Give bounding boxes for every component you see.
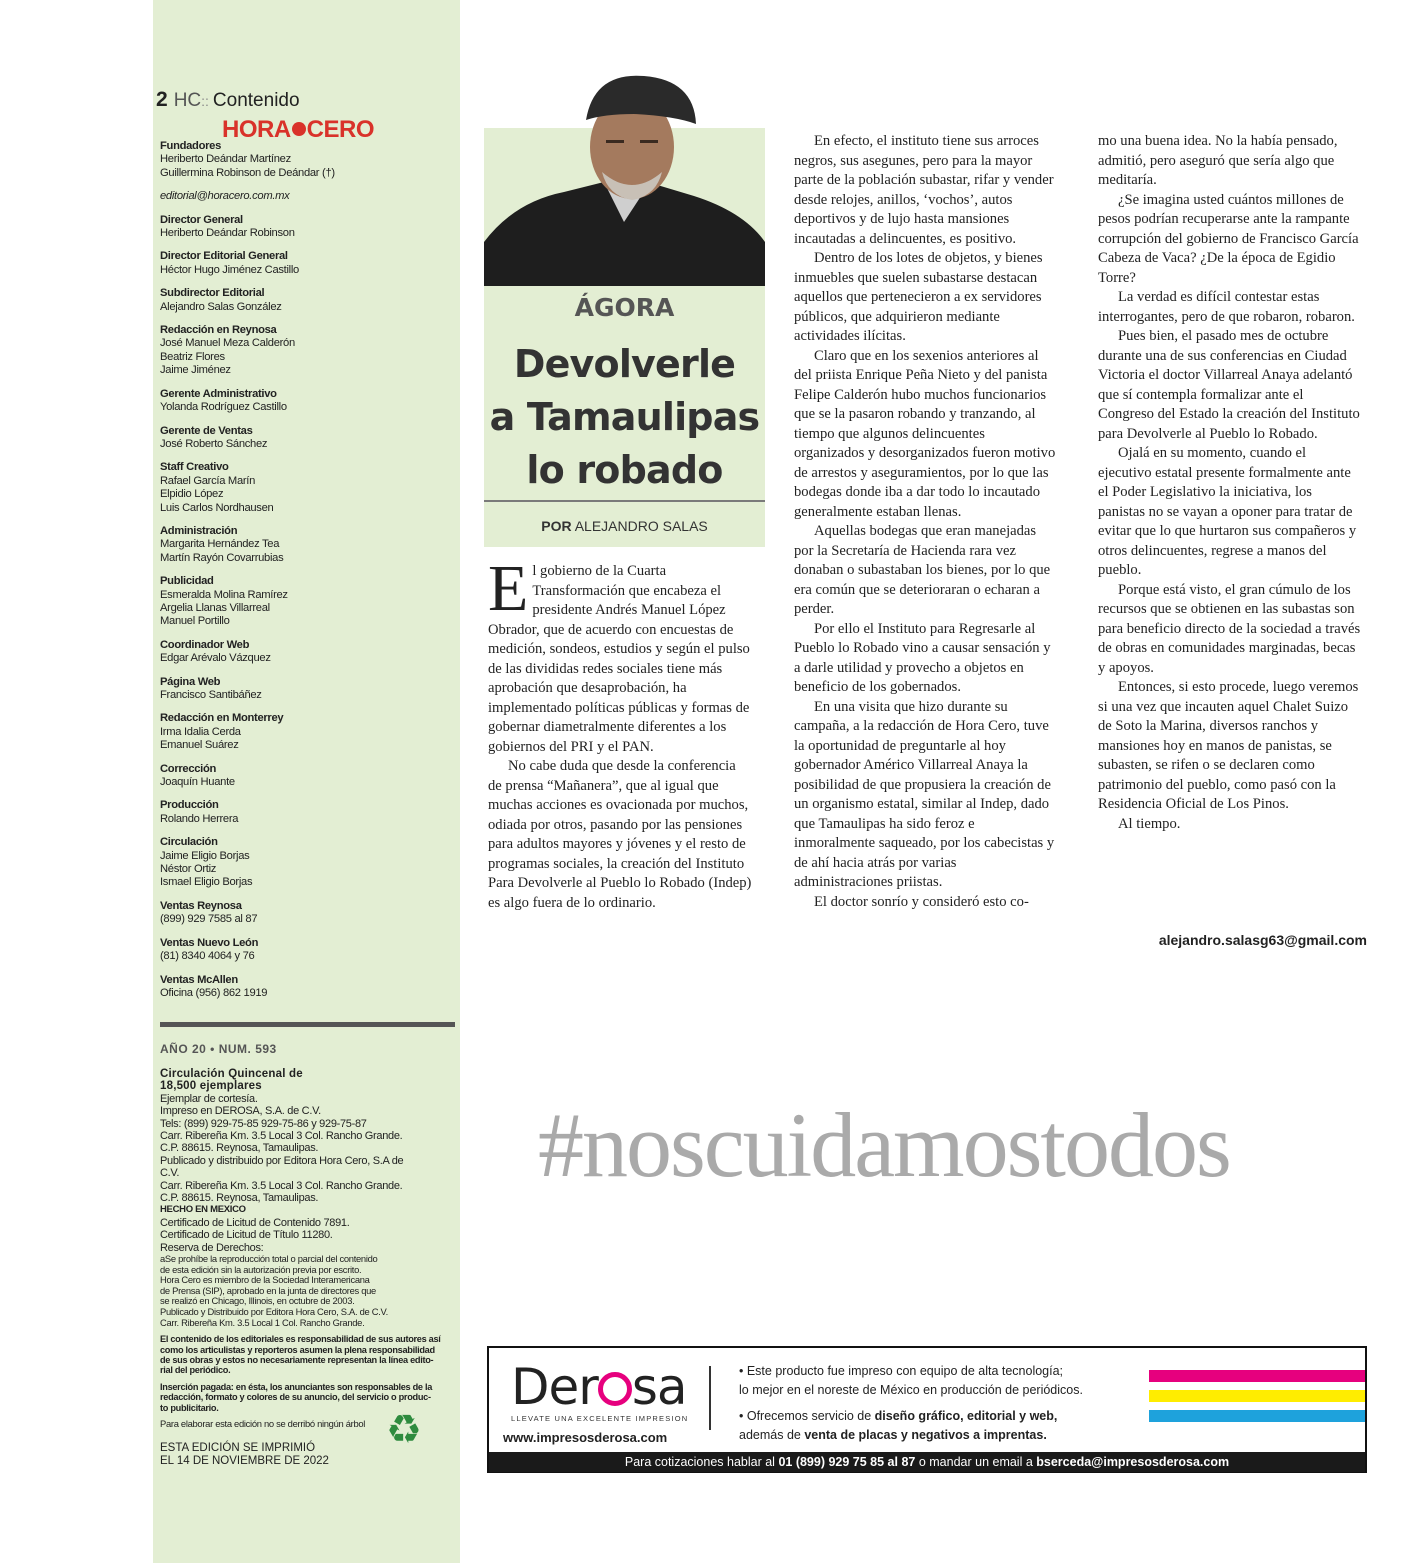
ad-tagline: LLEVATE UNA EXCELENTE IMPRESION: [511, 1414, 689, 1423]
staff-group: [160, 250, 450, 277]
imprint-line: C.P. 88615. Reynosa, Tamaulipas.: [160, 1142, 319, 1155]
staff-role: Corrección: [160, 762, 217, 775]
brand-word-1: HORA: [222, 116, 291, 143]
campaign-hashtag: #noscuidamostodos: [538, 1094, 1230, 1196]
staff-role: Ventas Reynosa: [160, 899, 242, 912]
legal-line: Carr. Ribereña Km. 3.5 Local 1 Col. Rancho Grande.: [160, 1316, 365, 1328]
staff-group: [160, 836, 450, 890]
footer-mid: o mandar un email a: [915, 1455, 1037, 1469]
disclaimer-line: to publicitario.: [160, 1402, 219, 1413]
staff-group: [160, 676, 450, 703]
article-paragraph: Claro que en los sexenios anteriores al del priista Enrique Peña Nieto y del panista Felipe Calderón hubo muchos funcionarios que se la pasaron robando y tranzando, al tiempo que algunos delincuentes organizados y desorganizados fueron motivo de arrestos y aseguramientos, por lo que las bodegas donde iba a dar todo lo incautado generalmente estaban llenas.: [794, 347, 1056, 520]
ad-bullet-2b: diseño gráfico, editorial y web,: [874, 1409, 1058, 1423]
color-bar-cyan: [1149, 1410, 1365, 1422]
imprint-lines: [160, 1093, 450, 1205]
drop-cap: E: [488, 552, 529, 625]
staff-name: Manuel Portillo: [160, 615, 230, 628]
article-paragraph: Pues bien, el pasado mes de octubre durante una de sus conferencias en Ciudad Victoria el doctor Villarreal Anaya adelantó que sí contempla formalizar ante el Congreso del Estado la creación del Instituto para Devolverle al Pueblo lo Robado.: [1098, 328, 1360, 442]
footer-phone[interactable]: 01 (899) 929 75 85 al 87: [778, 1455, 916, 1469]
staff-role: Redacción en Reynosa: [160, 324, 277, 337]
recycle-icon: ♻: [386, 1408, 422, 1452]
circulation-line: 18,500 ejemplares: [160, 1080, 262, 1093]
imprint-line: C.V.: [160, 1167, 180, 1180]
staff-role: Publicidad: [160, 575, 214, 588]
staff-name: José Roberto Sánchez: [160, 437, 268, 450]
article-column-2: [794, 132, 1058, 912]
article-column-3: [1098, 132, 1362, 834]
staff-name: Elpidio López: [160, 488, 224, 501]
brand-dot-icon: [292, 122, 306, 136]
staff-role: Director Editorial General: [160, 250, 288, 263]
disclaimer-line: redacción, formato y colores de su anuncio, del servicio o produc-: [160, 1392, 431, 1403]
staff-role: Ventas McAllen: [160, 973, 238, 986]
staff-name: Ismael Eligio Borjas: [160, 876, 253, 889]
headline-line: lo robado: [526, 448, 723, 492]
imprint-line: Reserva de Derechos:: [160, 1241, 264, 1254]
staff-role: Gerente de Ventas: [160, 424, 253, 437]
derosa-logo: [511, 1358, 687, 1416]
staff-role: Ventas Nuevo León: [160, 936, 259, 949]
imprint-line: Certificado de Licitud de Contenido 7891.: [160, 1216, 350, 1229]
legal-line: de Prensa (SIP), aprobado en la junta de directores que: [160, 1284, 376, 1296]
article-paragraph: Entonces, si esto procede, luego veremos si una vez que incauten aquel Chalet Suizo de Soto la Marina, diversos ranchos y mansiones hoy en manos de panistas, se subasten, se rifen o se declaren como patrimonio del pueblo, como pasó con la Residencia Oficial de Los Pinos.: [1098, 679, 1359, 812]
staff-name: Edgar Arévalo Vázquez: [160, 652, 271, 665]
imprint-line: Publicado y distribuido por Editora Hora Cero, S.A de: [160, 1154, 404, 1167]
staff-name: Luis Carlos Nordhausen: [160, 501, 274, 514]
staff-role: Gerente Administrativo: [160, 387, 277, 400]
ad-bullet-1b: lo mejor en el noreste de México en producción de periódicos.: [739, 1383, 1083, 1397]
staff-name: (81) 8340 4064 y 76: [160, 950, 255, 963]
paragraph-text: l gobierno de la Cuarta Transformación que encabeza el presidente Andrés Manuel López Obrador, que de acuerdo con encuestas de medición, sondeos, estudios y según el pulso de las divididas redes sociales tiene más aprobación que desaprobación, ha implementado políticas públicas y formas de gobernar diametralmente diferentes a los gobiernos del PRI y el PAN.: [488, 563, 750, 755]
edition-number: AÑO 20 • NUM. 593: [160, 1042, 277, 1056]
staff-group: [160, 324, 450, 378]
staff-role: Administración: [160, 524, 238, 537]
article-paragraph: Al tiempo.: [1118, 815, 1181, 832]
derosa-ad: [487, 1346, 1367, 1473]
staff-group: [160, 214, 450, 241]
staff-name: Alejandro Salas González: [160, 300, 282, 313]
legal-line: Publicado y Distribuido por Editora Hora Cero, S.A. de C.V.: [160, 1306, 388, 1318]
brand-word-2: CERO: [306, 116, 375, 143]
tree-note: Para elaborar esta edición no se derribó ningún árbol: [160, 1418, 366, 1430]
staff-name: Oficina (956) 862 1919: [160, 986, 268, 999]
article-paragraph: mo una buena idea. No la había pensado, admitió, pero aseguró que sería algo que meditaría.: [1098, 133, 1338, 188]
staff-name: Néstor Ortiz: [160, 863, 217, 876]
staff-group: [160, 763, 450, 790]
staff-name: Rolando Herrera: [160, 812, 239, 825]
article-paragraph: No cabe duda que desde la conferencia de prensa “Mañanera”, que al igual que muchas acciones es ovacionada por muchos, odiada por otros, pasando por las pensiones para adultos mayores y jóvenes y el resto de programas sociales, la creación del Instituto Para Devolverle al Pueblo lo Robado (Indep) es algo fuera de lo ordinario.: [488, 758, 752, 911]
ad-footer: [489, 1452, 1365, 1472]
staff-name: Emanuel Suárez: [160, 739, 239, 752]
staff-name: (899) 929 7585 al 87: [160, 913, 258, 926]
print-date: [160, 1442, 329, 1467]
disclaimer-line: rial del periódico.: [160, 1365, 231, 1376]
divider: [160, 1022, 455, 1027]
headline-divider: [484, 500, 765, 502]
ad-url[interactable]: www.impresosderosa.com: [503, 1430, 668, 1445]
made-in: HECHO EN MEXICO: [160, 1204, 246, 1216]
staff-name: Rafael García Marín: [160, 474, 256, 487]
staff-name: Jaime Jiménez: [160, 364, 231, 377]
staff-role: Página Web: [160, 675, 221, 688]
article-paragraph: Porque está visto, el gran cúmulo de los recursos que se obtienen en las subastas son para beneficio directo de la sociedad a través de obras en comunidades marginadas, becas y apoyos.: [1098, 581, 1361, 676]
staff-role: Circulación: [160, 836, 218, 849]
staff-name: Yolanda Rodríguez Castillo: [160, 401, 287, 414]
byline: [484, 518, 765, 534]
footer-email[interactable]: bserceda@impresosderosa.com: [1036, 1455, 1230, 1469]
staff-role: Subdirector Editorial: [160, 287, 265, 300]
staff-group: [160, 799, 450, 826]
ad-bullet-2c: además de: [739, 1428, 805, 1442]
article-paragraph: El doctor sonrío y consideró esto co-: [814, 893, 1029, 910]
staff-group: [160, 140, 450, 180]
logo-right: sa: [631, 1358, 687, 1416]
article-paragraph: Por ello el Instituto para Regresarle al Pueblo lo Robado vino a causar sensación y a darle utilidad y provecho a objetos en beneficio de los gobernados.: [794, 620, 1051, 695]
logo-ring-icon: [598, 1372, 632, 1406]
staff-name: Margarita Hernández Tea: [160, 538, 280, 551]
headline-line: a Tamaulipas: [489, 395, 760, 439]
staff-name: Heriberto Deándar Robinson: [160, 227, 295, 240]
article-paragraph: La verdad es difícil contestar estas interrogantes, pero de que robaron, robaron.: [1098, 289, 1355, 325]
staff-role: Director General: [160, 213, 243, 226]
staff-group: [160, 461, 450, 515]
staff-name: Francisco Santibáñez: [160, 689, 262, 701]
author-email[interactable]: alejandro.salasg63@gmail.com: [1158, 932, 1367, 948]
ad-bullet-2a: • Ofrecemos servicio de: [739, 1409, 875, 1423]
staff-name: Esmeralda Molina Ramírez: [160, 588, 288, 601]
section-prefix: HC: [173, 90, 202, 111]
staff-name: Argelia Llanas Villarreal: [160, 601, 270, 614]
staff-group: [160, 639, 450, 666]
imprint-line: Tels: (899) 929-75-85 929-75-86 y 929-75-87: [160, 1117, 367, 1130]
imprint-lines-2: [160, 1217, 450, 1254]
staff-group: [160, 425, 450, 452]
imprint-line: C.P. 88615. Reynosa, Tamaulipas.: [160, 1192, 319, 1205]
footer-pre: Para cotizaciones hablar al: [624, 1455, 779, 1469]
staff-group: [160, 937, 450, 964]
editorial-disclaimer: [160, 1334, 450, 1376]
imprint-line: Certificado de Licitud de Título 11280.: [160, 1229, 333, 1242]
print-date-line: EL 14 DE NOVIEMBRE DE 2022: [160, 1454, 329, 1467]
staff-name: José Manuel Meza Calderón: [160, 337, 295, 350]
article-paragraph: En una visita que hizo durante su campaña, a la redacción de Hora Cero, tuve la oportunidad de preguntarle al hoy gobernador Américo Villarreal Anaya la posibilidad de que propusiera la creación de un organismo estatal, similar al Indep, dado que Tamaulipas ha sido feroz e inmoralmente saqueado, por los cabecistas y de ahí hacia atrás por varias administraciones priistas.: [794, 698, 1055, 890]
column-kicker: ÁGORA: [574, 293, 675, 322]
section-name: Contenido: [212, 90, 300, 111]
article-paragraph: Dentro de los lotes de objetos, y bienes inmuebles que suelen subastarse destacan aquellos que pertenecieron a ex servidores públicos, que adquirieron mediante actividades ilícitas.: [794, 250, 1043, 344]
circulation: [160, 1068, 450, 1093]
author-photo: [484, 72, 765, 286]
ad-bullet-2d: venta de placas y negativos a imprentas.: [804, 1428, 1047, 1442]
article-paragraph: Ojalá en su momento, cuando el ejecutivo estatal presente formalmente ante el Poder Legislativo la iniciativa, los panistas no se vayan a oponer para tratar de evitar que lo que hurtaron sus compañeros y otros delincuentes, regrese a manos del pueblo.: [1098, 445, 1357, 578]
ad-divider: [709, 1366, 711, 1430]
staff-group: [160, 190, 450, 203]
staff-name: Jaime Eligio Borjas: [160, 849, 250, 862]
color-bar-yellow: [1149, 1390, 1365, 1402]
staff-role: Producción: [160, 799, 219, 812]
imprint-line: Ejemplar de cortesía.: [160, 1092, 258, 1105]
imprint-line: Carr. Ribereña Km. 3.5 Local 3 Col. Rancho Grande.: [160, 1130, 403, 1143]
article-paragraph: En efecto, el instituto tiene sus arroces negros, sus asegunes, pero para la mayor parte de la población subastar, rifar y vender desde relojes, anillos, ‘vochos’, autos deportivos y de lujo hasta mansiones incautadas a delincuentes, es positivo.: [794, 133, 1054, 247]
imprint-line: Impreso en DEROSA, S.A. de C.V.: [160, 1105, 321, 1118]
legal-line: aSe prohíbe la reproducción total o parcial del contenido: [160, 1253, 378, 1265]
disclaimer-line: como los articulistas y reporteros asumen la plena responsabilidad: [160, 1344, 435, 1355]
byline-author: ALEJANDRO SALAS: [574, 518, 708, 534]
headline: [484, 338, 765, 497]
staff-name: Guillermina Robinson de Deándar (†): [160, 166, 335, 179]
legal-line: Hora Cero es miembro de la Sociedad Interamericana: [160, 1274, 370, 1286]
staff-role: Staff Creativo: [160, 461, 229, 474]
staff-group: [160, 974, 450, 1001]
staff-name: Martín Rayón Covarrubias: [160, 551, 284, 564]
circulation-line: Circulación Quincenal de: [160, 1068, 303, 1080]
byline-prefix: POR: [541, 518, 572, 534]
legal-line: de esta edición sin la autorización previa por escrito.: [160, 1263, 362, 1275]
staff-group: [160, 900, 450, 927]
staff-group: [160, 575, 450, 629]
staff-name: Beatriz Flores: [160, 350, 225, 363]
disclaimer-line: Inserción pagada: en ésta, los anunciantes son responsables de la: [160, 1381, 433, 1392]
staff-name: Joaquín Huante: [160, 776, 235, 789]
ad-text: [739, 1362, 1139, 1452]
logo-left: Der: [511, 1358, 598, 1416]
print-date-line: ESTA EDICIÓN SE IMPRIMIÓ: [160, 1442, 316, 1454]
legal-line: se realizó en Chicago, Illinois, en octubre de 2003.: [160, 1295, 355, 1307]
staff-name: Irma Idalia Cerda: [160, 725, 241, 738]
staff-role: Fundadores: [160, 140, 222, 152]
imprint: [160, 1068, 450, 1430]
page-header: [156, 88, 300, 112]
legal-notice: [160, 1254, 450, 1328]
article-paragraph: [488, 552, 752, 757]
page-number: 2: [156, 88, 168, 111]
staff-name: Héctor Hugo Jiménez Castillo: [160, 263, 299, 276]
staff-role: Coordinador Web: [160, 638, 250, 651]
color-bar-magenta: [1149, 1370, 1365, 1382]
staff-name: Heriberto Deándar Martínez: [160, 153, 291, 166]
article-paragraph: ¿Se imagina usted cuántos millones de pesos podrían recuperarse ante la rampante corrupción del gobierno de Francisco García Cabeza de Vaca? ¿De la época de Egidio Torre?: [1098, 191, 1359, 286]
section-dots: ::: [201, 93, 209, 109]
staff-group: [160, 525, 450, 565]
article-column-1: [488, 552, 752, 913]
headline-line: Devolverle: [513, 342, 736, 386]
disclaimer-line: de sus obras y estos no necesariamente representan la línea edito-: [160, 1355, 434, 1366]
imprint-line: Carr. Ribereña Km. 3.5 Local 3 Col. Rancho Grande.: [160, 1179, 403, 1192]
staff-email[interactable]: editorial@horacero.com.mx: [160, 190, 290, 203]
staff-group: [160, 388, 450, 415]
staff-group: [160, 287, 450, 314]
disclaimer-line: El contenido de los editoriales es responsabilidad de sus autores así: [160, 1334, 441, 1345]
staff-group: [160, 712, 450, 752]
staff-directory: [160, 140, 450, 1010]
ad-bullet-1a: • Este producto fue impreso con equipo de alta tecnología;: [739, 1364, 1064, 1378]
staff-role: Redacción en Monterrey: [160, 712, 284, 725]
article-paragraph: Aquellas bodegas que eran manejadas por la Secretaría de Hacienda rara vez donaban o subastaban los bienes, por lo que era común que se deterioraran o echaran a perder.: [794, 523, 1051, 617]
